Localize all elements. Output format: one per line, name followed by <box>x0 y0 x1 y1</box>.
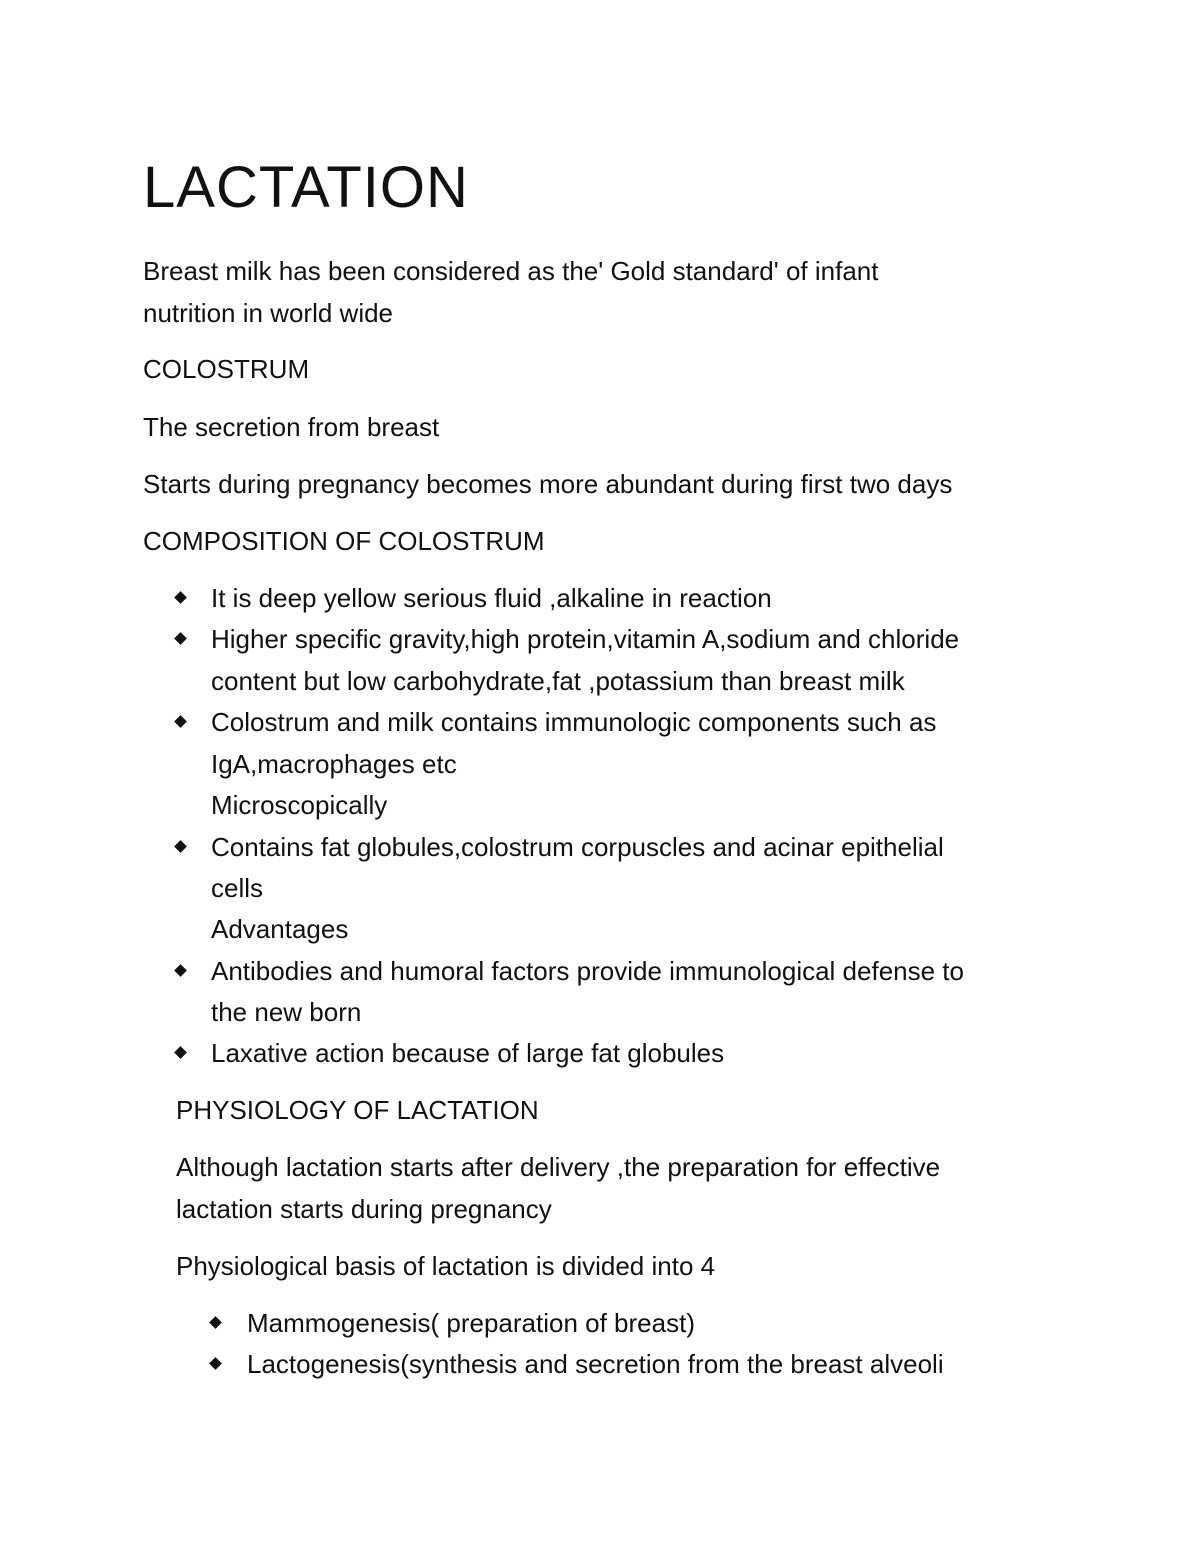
bullet-icon <box>174 632 187 645</box>
composition-item-3-line-1: Colostrum and milk contains immunologic components such as <box>211 707 937 737</box>
composition-item-3-line-3: Microscopically <box>211 790 388 820</box>
composition-item-2-line-2: content but low carbohydrate,fat ,potassium than breast milk <box>211 666 905 696</box>
colostrum-heading: COLOSTRUM <box>143 354 310 384</box>
bullet-icon <box>209 1316 222 1329</box>
composition-item-5-line-1: Antibodies and humoral factors provide immunological defense to <box>211 956 964 986</box>
colostrum-definition: The secretion from breast <box>143 412 440 442</box>
physiology-basis: Physiological basis of lactation is divided into 4 <box>176 1251 716 1281</box>
intro-line-2: nutrition in world wide <box>143 298 394 328</box>
physiology-item-2: Lactogenesis(synthesis and secretion from the breast alveoli <box>247 1349 944 1379</box>
bullet-icon <box>174 1046 187 1059</box>
physiology-line-1: Although lactation starts after delivery ,the preparation for effective <box>176 1152 941 1182</box>
composition-item-3-line-2: IgA,macrophages etc <box>211 749 457 779</box>
bullet-icon <box>209 1357 222 1370</box>
composition-item-4-line-3: Advantages <box>211 914 349 944</box>
composition-item-4-line-2: cells <box>211 873 264 903</box>
colostrum-start: Starts during pregnancy becomes more abundant during first two days <box>143 469 953 499</box>
document-title: LACTATION <box>143 155 469 220</box>
physiology-line-2: lactation starts during pregnancy <box>176 1194 552 1224</box>
composition-item-4-line-1: Contains fat globules,colostrum corpuscles and acinar epithelial <box>211 832 944 862</box>
physiology-item-1: Mammogenesis( preparation of breast) <box>247 1308 695 1338</box>
bullet-icon <box>174 715 187 728</box>
bullet-icon <box>174 964 187 977</box>
intro-line-1: Breast milk has been considered as the' Gold standard' of infant <box>143 256 879 286</box>
composition-item-6-line-1: Laxative action because of large fat globules <box>211 1038 725 1068</box>
bullet-icon <box>174 840 187 853</box>
composition-item-2-line-1: Higher specific gravity,high protein,vitamin A,sodium and chloride <box>211 624 960 654</box>
physiology-heading: PHYSIOLOGY OF LACTATION <box>176 1095 539 1125</box>
bullet-icon <box>174 591 187 604</box>
composition-heading: COMPOSITION OF COLOSTRUM <box>143 526 545 556</box>
composition-item-1-line-1: It is deep yellow serious fluid ,alkaline in reaction <box>211 583 772 613</box>
composition-item-5-line-2: the new born <box>211 997 362 1027</box>
